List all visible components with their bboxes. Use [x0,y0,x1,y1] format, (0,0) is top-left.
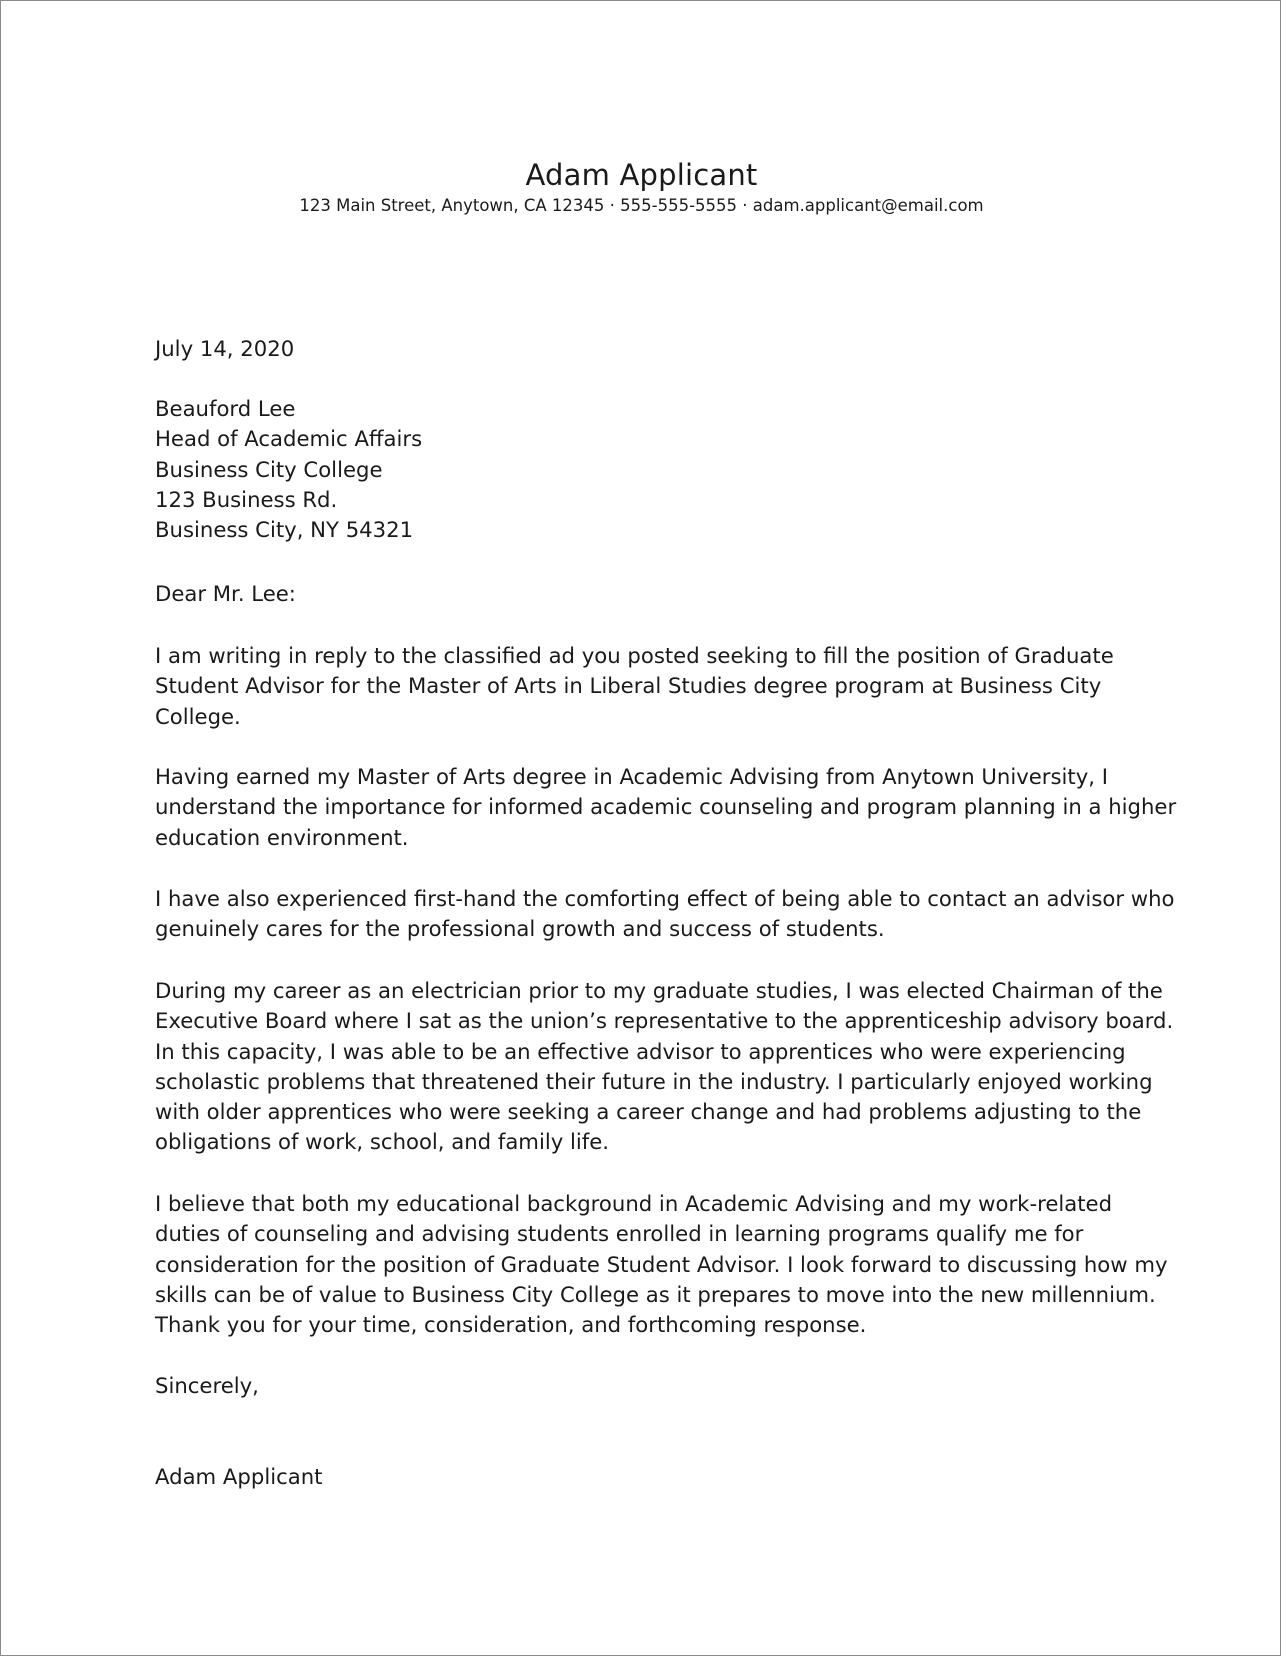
body-paragraph-5 [155,1189,1168,1340]
body-paragraph-1 [155,641,1155,732]
paragraph-line: Having earned my Master of Arts degree in Academic Advising from Anytown University, I [155,764,1108,789]
paragraph-line: consideration for the position of Graduate Student Advisor. I look forward to discussing how my [155,1251,1168,1277]
paragraph-line: scholastic problems that threatened their future in the industry. I particularly enjoyed working [155,1068,1153,1094]
paragraph-line: with older apprentices who were seeking a career change and had problems adjusting to the [155,1099,1142,1125]
sender-contact-line: 123 Main Street, Anytown, CA 12345 · 555-555-5555 · adam.applicant@email.com [299,196,984,215]
paragraph-line: I have also experienced first-hand the comforting effect of being able to contact an advisor who [155,886,1175,911]
letterhead [1,157,1281,217]
paragraph-line: Executive Board where I sat as the union’s representative to the apprenticeship advisory board. [155,1008,1174,1034]
paragraph-line: duties of counseling and advising students enrolled in learning programs qualify me for [155,1221,1084,1247]
paragraph-line: Student Advisor for the Master of Arts in Liberal Studies degree program at Business City [155,673,1102,699]
body-paragraph-2 [155,762,1177,853]
salutation: Dear Mr. Lee: [155,581,296,606]
recipient-title: Head of Academic Affairs [155,426,423,452]
paragraph-line: education environment. [155,824,409,850]
closing: Sincerely, [155,1373,259,1398]
body-paragraph-4 [155,976,1174,1158]
signature-name: Adam Applicant [155,1464,323,1489]
recipient-name: Beauford Lee [155,396,296,421]
paragraph-line: Thank you for your time, consideration, and forthcoming response. [155,1312,867,1338]
paragraph-line: understand the importance for informed academic counseling and program planning in a higher [155,794,1177,820]
paragraph-line: I am writing in reply to the classified ad you posted seeking to fill the position of Graduate [155,643,1114,668]
body-paragraph-3 [155,884,1175,945]
recipient-street: 123 Business Rd. [155,486,338,512]
paragraph-line: obligations of work, school, and family life. [155,1129,610,1155]
paragraph-line: During my career as an electrician prior to my graduate studies, I was elected Chairman of the [155,978,1163,1003]
paragraph-line: skills can be of value to Business City College as it prepares to move into the new millennium. [155,1281,1156,1307]
letter-date: July 14, 2020 [155,336,295,361]
paragraph-line: genuinely cares for the professional growth and success of students. [155,916,885,942]
recipient-city-state-zip: Business City, NY 54321 [155,517,414,543]
paragraph-line: I believe that both my educational background in Academic Advising and my work-related [155,1191,1113,1216]
recipient-address-block [155,394,1155,545]
sender-name: Adam Applicant [525,158,758,192]
recipient-organization: Business City College [155,456,383,482]
paragraph-line: College. [155,703,241,729]
paragraph-line: In this capacity, I was able to be an effective advisor to apprentices who were experiencing [155,1038,1126,1064]
